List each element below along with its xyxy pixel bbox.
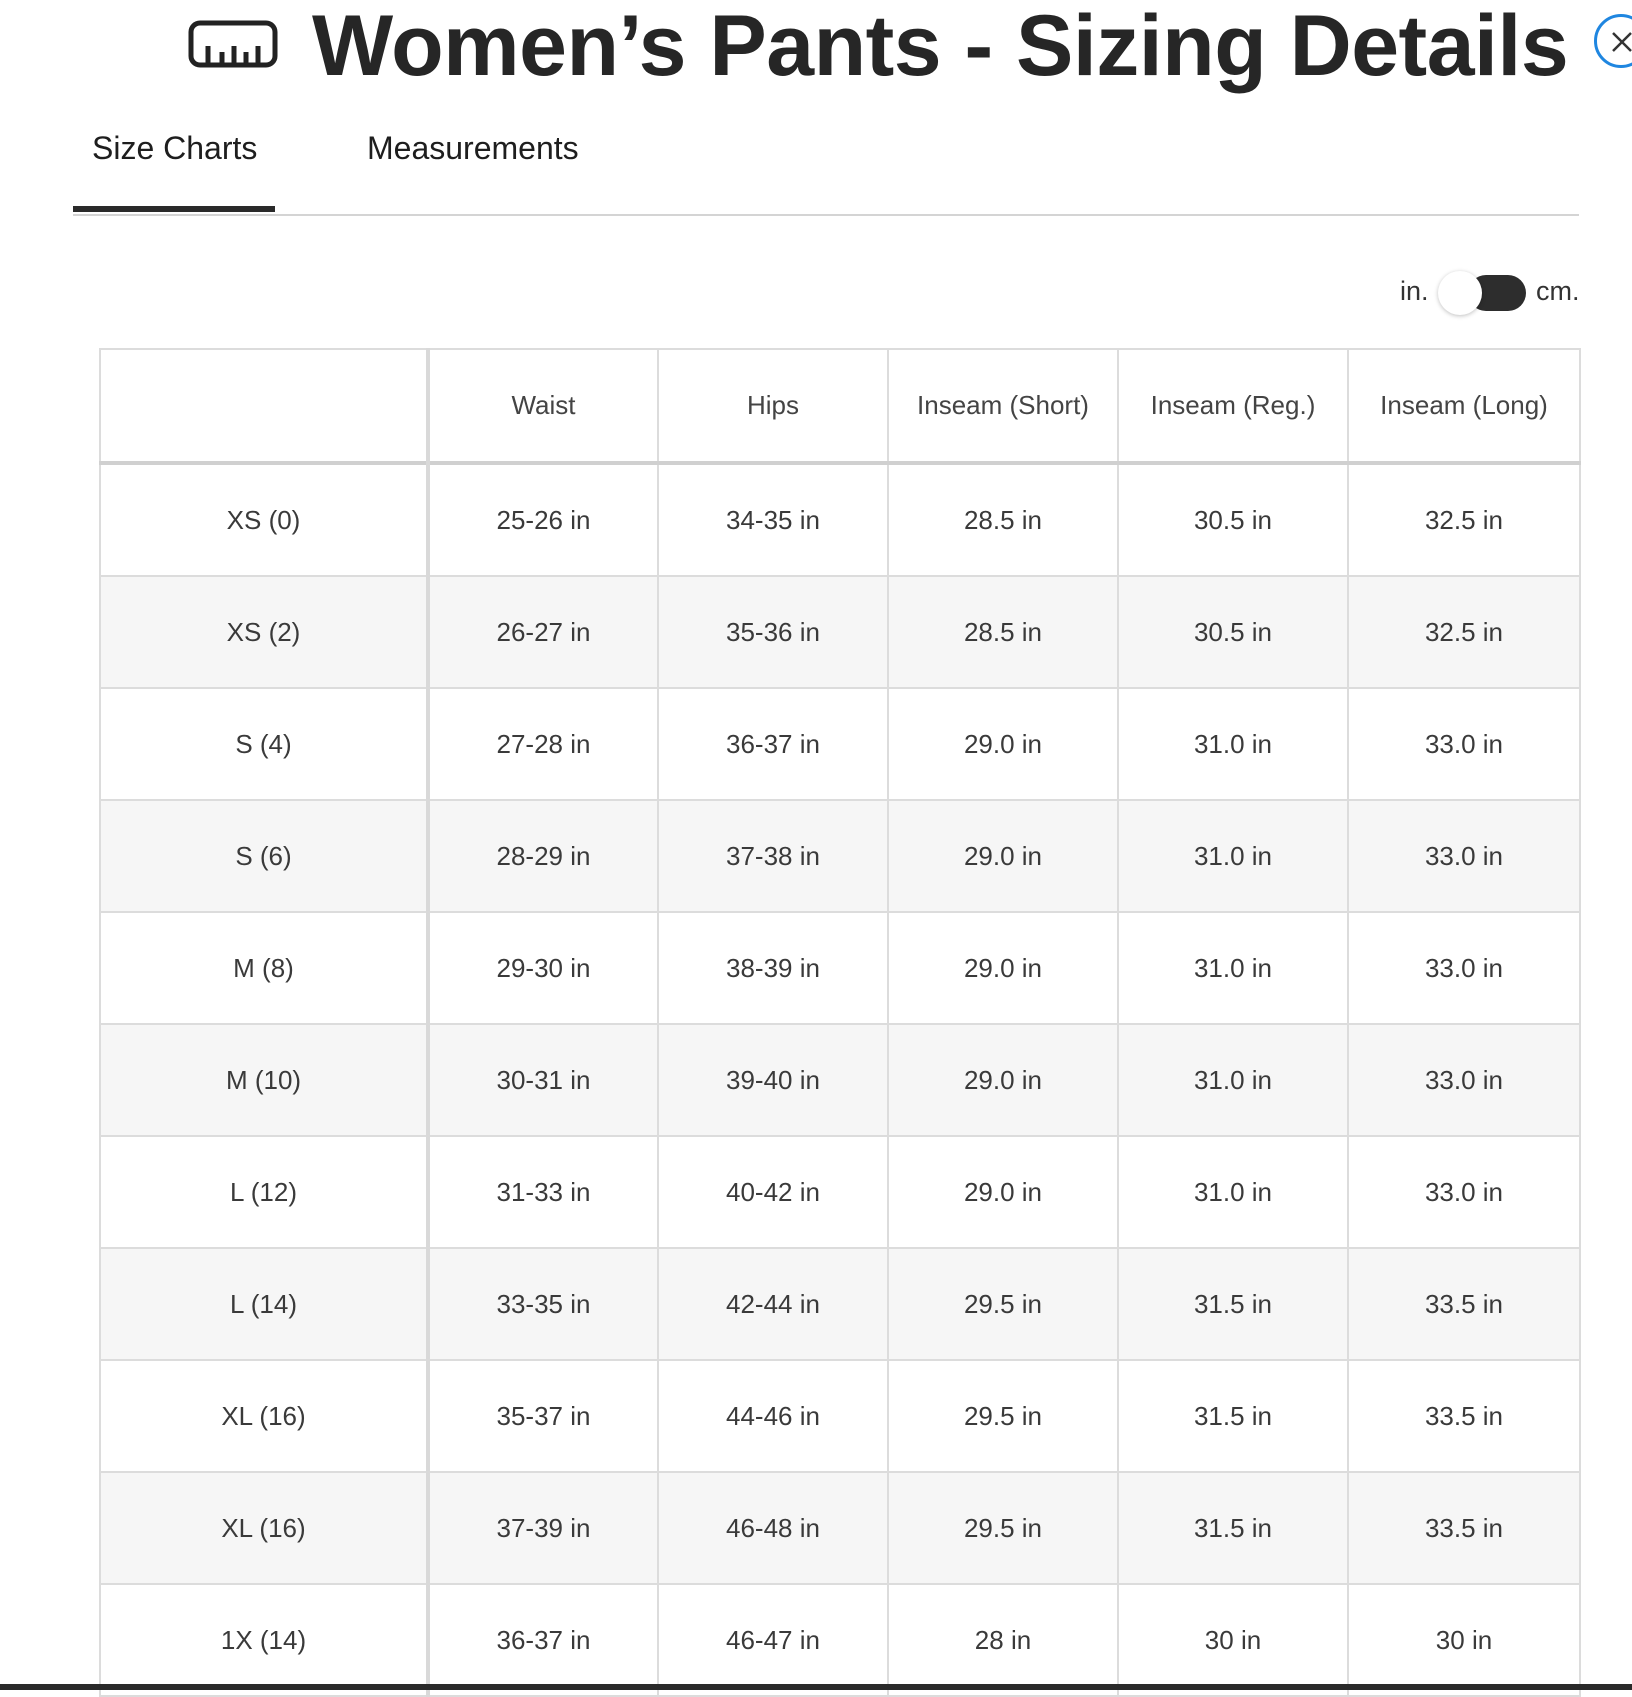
cell-inseam-long: 33.0 in — [1348, 912, 1580, 1024]
table-row — [100, 1248, 1580, 1360]
cell-size: L (12) — [100, 1136, 428, 1248]
cell-inseam-long: 33.0 in — [1348, 800, 1580, 912]
cell-hips: 40-42 in — [658, 1136, 888, 1248]
cell-waist: 28-29 in — [428, 800, 658, 912]
cell-inseam-reg: 31.0 in — [1118, 1136, 1348, 1248]
cell-waist: 30-31 in — [428, 1024, 658, 1136]
cell-inseam-reg: 31.5 in — [1118, 1248, 1348, 1360]
cell-inseam-reg: 31.0 in — [1118, 912, 1348, 1024]
ruler-icon — [188, 20, 278, 68]
cell-inseam-reg: 30 in — [1118, 1584, 1348, 1696]
modal-header — [0, 0, 1632, 100]
cell-inseam-reg: 30.5 in — [1118, 576, 1348, 688]
cell-hips: 42-44 in — [658, 1248, 888, 1360]
cell-waist: 31-33 in — [428, 1136, 658, 1248]
cell-waist: 26-27 in — [428, 576, 658, 688]
cell-inseam-long: 33.0 in — [1348, 688, 1580, 800]
size-chart-table — [99, 348, 1581, 1697]
cell-hips: 39-40 in — [658, 1024, 888, 1136]
header-inseam-long: Inseam (Long) — [1348, 349, 1580, 463]
header-hips: Hips — [658, 349, 888, 463]
cell-waist: 36-37 in — [428, 1584, 658, 1696]
cell-inseam-short: 28 in — [888, 1584, 1118, 1696]
cell-size: M (10) — [100, 1024, 428, 1136]
cell-inseam-reg: 31.0 in — [1118, 688, 1348, 800]
cell-inseam-long: 33.5 in — [1348, 1360, 1580, 1472]
cell-inseam-short: 29.5 in — [888, 1472, 1118, 1584]
unit-toggle-switch[interactable] — [1438, 271, 1528, 313]
cell-waist: 29-30 in — [428, 912, 658, 1024]
cell-inseam-short: 29.0 in — [888, 1024, 1118, 1136]
cell-hips: 46-47 in — [658, 1584, 888, 1696]
bottom-edge-bar — [0, 1684, 1632, 1690]
table-row — [100, 688, 1580, 800]
cell-size: S (6) — [100, 800, 428, 912]
header-size — [100, 349, 428, 463]
cell-inseam-short: 29.0 in — [888, 912, 1118, 1024]
cell-inseam-long: 32.5 in — [1348, 576, 1580, 688]
cell-waist: 33-35 in — [428, 1248, 658, 1360]
page-title: Women’s Pants - Sizing Details — [312, 0, 1569, 94]
table-row — [100, 576, 1580, 688]
cell-inseam-short: 28.5 in — [888, 463, 1118, 576]
cell-size: XS (2) — [100, 576, 428, 688]
cell-hips: 35-36 in — [658, 576, 888, 688]
cell-size: XL (16) — [100, 1360, 428, 1472]
cell-waist: 25-26 in — [428, 463, 658, 576]
cell-inseam-long: 33.0 in — [1348, 1024, 1580, 1136]
cell-hips: 37-38 in — [658, 800, 888, 912]
cell-inseam-reg: 30.5 in — [1118, 463, 1348, 576]
cell-inseam-reg: 31.0 in — [1118, 1024, 1348, 1136]
cell-waist: 37-39 in — [428, 1472, 658, 1584]
cell-inseam-long: 30 in — [1348, 1584, 1580, 1696]
unit-label-in: in. — [1400, 276, 1429, 306]
header-inseam-reg: Inseam (Reg.) — [1118, 349, 1348, 463]
cell-inseam-long: 33.5 in — [1348, 1472, 1580, 1584]
table-row — [100, 1472, 1580, 1584]
table-row — [100, 1136, 1580, 1248]
tab-bar — [73, 116, 1579, 216]
table-row — [100, 1360, 1580, 1472]
table-header-row — [100, 349, 1580, 463]
cell-size: 1X (14) — [100, 1584, 428, 1696]
close-button[interactable] — [1594, 14, 1632, 68]
header-inseam-short: Inseam (Short) — [888, 349, 1118, 463]
unit-label-cm: cm. — [1536, 276, 1580, 306]
tab-size-charts[interactable]: Size Charts — [92, 130, 258, 166]
active-tab-indicator — [73, 206, 275, 212]
unit-toggle-group — [1390, 264, 1580, 320]
cell-hips: 38-39 in — [658, 912, 888, 1024]
table-row — [100, 1584, 1580, 1696]
cell-inseam-short: 29.5 in — [888, 1248, 1118, 1360]
cell-waist: 35-37 in — [428, 1360, 658, 1472]
cell-size: M (8) — [100, 912, 428, 1024]
cell-inseam-reg: 31.5 in — [1118, 1360, 1348, 1472]
cell-inseam-reg: 31.5 in — [1118, 1472, 1348, 1584]
cell-hips: 44-46 in — [658, 1360, 888, 1472]
toggle-knob — [1438, 271, 1482, 315]
table-row — [100, 800, 1580, 912]
table-row — [100, 1024, 1580, 1136]
cell-inseam-long: 33.0 in — [1348, 1136, 1580, 1248]
cell-hips: 46-48 in — [658, 1472, 888, 1584]
cell-inseam-short: 29.0 in — [888, 1136, 1118, 1248]
table-row — [100, 463, 1580, 576]
cell-size: XL (16) — [100, 1472, 428, 1584]
cell-hips: 36-37 in — [658, 688, 888, 800]
cell-inseam-short: 29.5 in — [888, 1360, 1118, 1472]
cell-inseam-reg: 31.0 in — [1118, 800, 1348, 912]
cell-size: L (14) — [100, 1248, 428, 1360]
header-waist: Waist — [428, 349, 658, 463]
cell-inseam-short: 29.0 in — [888, 800, 1118, 912]
cell-inseam-long: 33.5 in — [1348, 1248, 1580, 1360]
cell-size: S (4) — [100, 688, 428, 800]
cell-hips: 34-35 in — [658, 463, 888, 576]
cell-inseam-short: 28.5 in — [888, 576, 1118, 688]
cell-inseam-short: 29.0 in — [888, 688, 1118, 800]
cell-waist: 27-28 in — [428, 688, 658, 800]
table-row — [100, 912, 1580, 1024]
cell-inseam-long: 32.5 in — [1348, 463, 1580, 576]
cell-size: XS (0) — [100, 463, 428, 576]
tab-measurements[interactable]: Measurements — [367, 130, 579, 166]
